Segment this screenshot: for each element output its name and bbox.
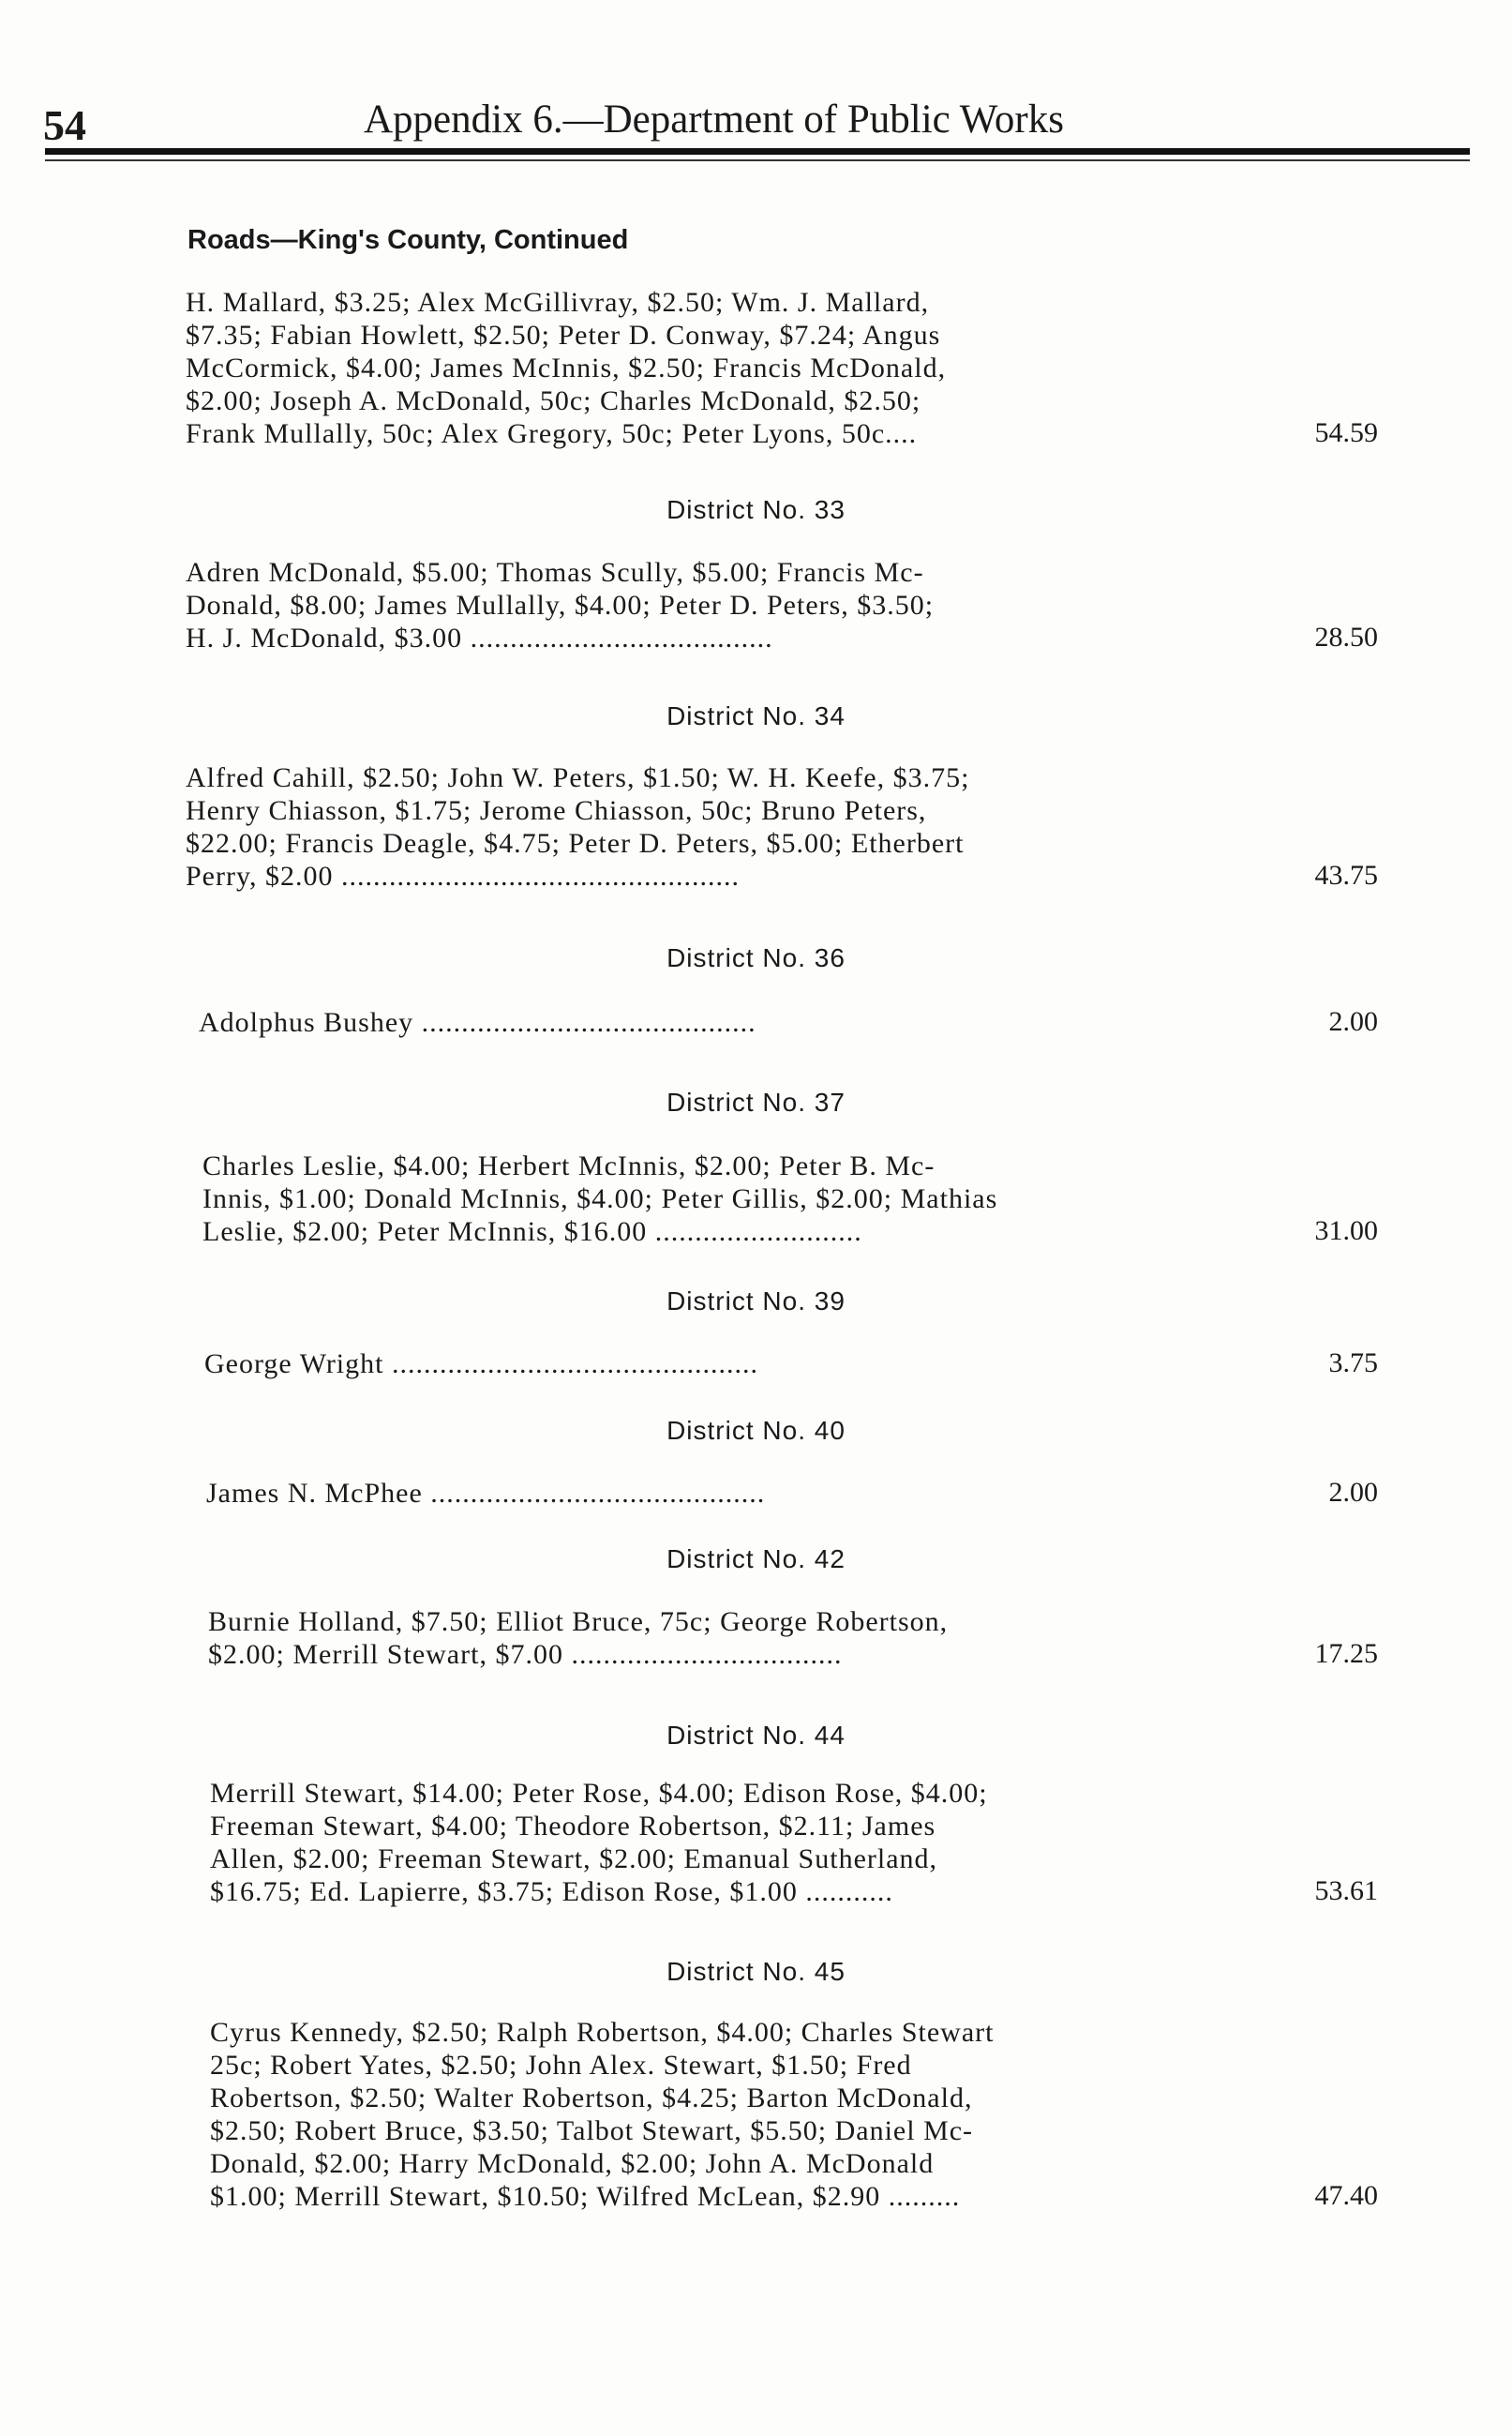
district-heading: District No. 37 <box>666 1088 846 1117</box>
entry-amount: 3.75 <box>1328 1347 1378 1378</box>
page-header <box>36 89 1479 155</box>
district-heading: District No. 45 <box>666 1957 846 1986</box>
entry-text: Charles Leslie, $4.00; Herbert McInnis, $2.00; Peter B. Mc- Innis, $1.00; Donald McInnis, $4.00; Peter Gillis, $2.00; Mathias Leslie, $2.00; Peter McInnis, $16.00 .......................... <box>202 1150 998 1247</box>
entry-text: George Wright .............................................. <box>204 1348 758 1379</box>
entry-amount: 2.00 <box>1328 1477 1378 1508</box>
district-heading: District No. 40 <box>666 1416 846 1445</box>
page-number: 54 <box>43 101 86 149</box>
entry-text: Cyrus Kennedy, $2.50; Ralph Robertson, $4.00; Charles Stewart 25c; Robert Yates, $2.50; John Alex. Stewart, $1.50; Fred Robertson, $2.50; Walter Robertson, $4.25; Barton McDonald, $2.50; Robert Bruce, $3.50; Talbot Stewart, $5.50; Daniel Mc- Donald, $2.00; Harry McDonald, $2.00; John A. McDonald $1.00; Merrill Stewart, $10.50; Wilfred McLean, $2.90 ......... <box>210 2017 995 2212</box>
entry-amount: 47.40 <box>1314 2180 1378 2211</box>
entry-amount: 31.00 <box>1314 1215 1378 1246</box>
district-heading: District No. 33 <box>666 495 846 524</box>
entry-text: H. Mallard, $3.25; Alex McGillivray, $2.50; Wm. J. Mallard, $7.35; Fabian Howlett, $2.50; Peter D. Conway, $7.24; Angus McCormick, $4.00; James McInnis, $2.50; Francis McDonald, $2.00; Joseph A. McDonald, 50c; Charles McDonald, $2.50; Frank Mullally, 50c; Alex Gregory, 50c; Peter Lyons, 50c.... <box>186 287 947 449</box>
page-title: Appendix 6.—Department of Public Works <box>364 98 1064 142</box>
entry-amount: 53.61 <box>1314 1875 1378 1906</box>
entry-text: Adolphus Bushey .......................................... <box>199 1007 756 1038</box>
header-rule <box>45 148 1470 155</box>
entry-text: James N. McPhee .......................................... <box>206 1478 766 1509</box>
entry-amount: 17.25 <box>1314 1638 1378 1669</box>
entry-amount: 2.00 <box>1328 1006 1378 1037</box>
entry-text: Burnie Holland, $7.50; Elliot Bruce, 75c; George Robertson, $2.00; Merrill Stewart, $7.00 .................................. <box>208 1606 949 1670</box>
entry-amount: 54.59 <box>1314 417 1378 448</box>
entry-amount: 43.75 <box>1314 860 1378 891</box>
district-heading: District No. 44 <box>666 1721 846 1750</box>
district-heading: District No. 42 <box>666 1544 846 1573</box>
district-heading: District No. 39 <box>666 1286 846 1316</box>
entry-text: Adren McDonald, $5.00; Thomas Scully, $5.00; Francis Mc- Donald, $8.00; James Mullally, $4.00; Peter D. Peters, $3.50; H. J. McDonald, $3.00 ...................................... <box>186 557 935 654</box>
district-heading: District No. 36 <box>666 943 846 972</box>
section-title: Roads—King's County, Continued <box>187 225 629 255</box>
header-rule-thin <box>45 159 1470 161</box>
entry-amount: 28.50 <box>1314 622 1378 653</box>
district-heading: District No. 34 <box>666 701 846 730</box>
entry-text: Alfred Cahill, $2.50; John W. Peters, $1.50; W. H. Keefe, $3.75; Henry Chiasson, $1.75; Jerome Chiasson, 50c; Bruno Peters, $22.00; Francis Deagle, $4.75; Peter D. Peters, $5.00; Etherbert Perry, $2.00 .................................................. <box>186 762 970 892</box>
entry-text: Merrill Stewart, $14.00; Peter Rose, $4.00; Edison Rose, $4.00; Freeman Stewart, $4.00; Theodore Robertson, $2.11; James Allen, $2.00; Freeman Stewart, $2.00; Emanual Sutherland, $16.75; Ed. Lapierre, $3.75; Edison Rose, $1.00 ........... <box>210 1778 988 1907</box>
